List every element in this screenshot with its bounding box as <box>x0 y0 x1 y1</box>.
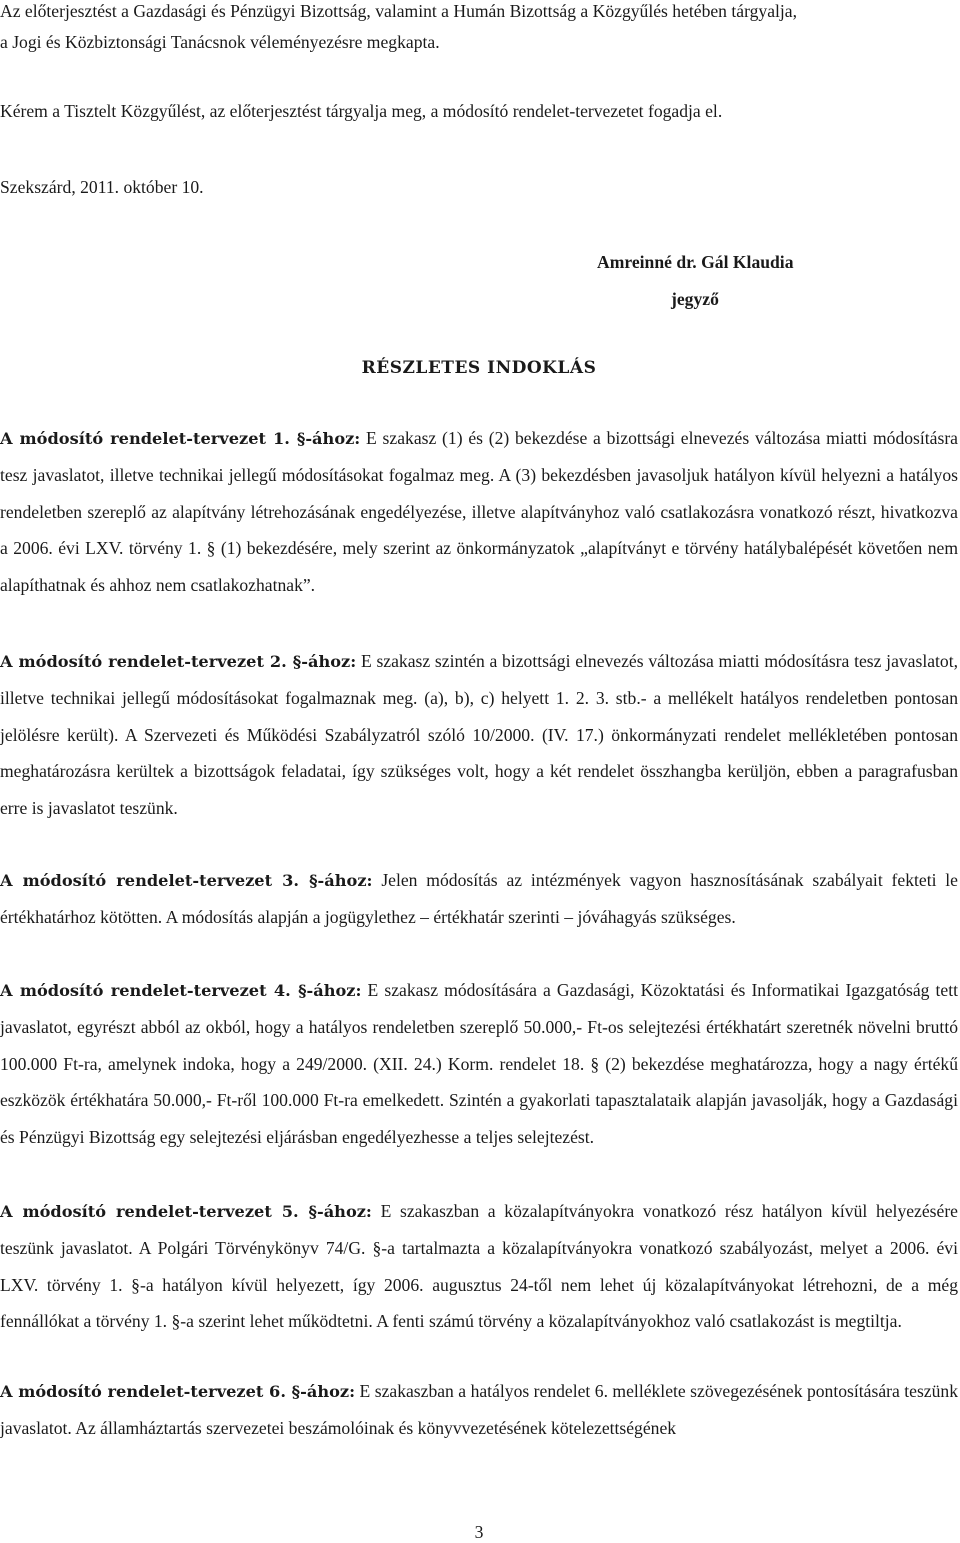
section-5 <box>0 1193 958 1340</box>
intro-paragraph <box>0 0 958 57</box>
section-2 <box>0 643 958 826</box>
section-3 <box>0 862 958 936</box>
signature-title: jegyző <box>671 289 719 309</box>
section-6-label: A módosító rendelet-tervezet 6. §-ához: <box>0 1382 356 1401</box>
section-3-text: Jelen módosítás az intézmények vagyon hasznosításának szabályait fekteti le értékhatárhoz kötötten. A módosítás alapján a jogügylethez – értékhatár szerinti – jóváhagyás szükséges. <box>0 870 958 928</box>
section-4-text: E szakasz módosítására a Gazdasági, Közoktatási és Informatikai Igazgatóság tett javaslatot, egyrészt abból az okból, hogy a hatályos rendeletben szereplő 50.000,- Ft-os selejtezési értékhatárt szeretnék növelni bruttó 100.000 Ft-ra, amelynek indoka, hogy a 249/2000. (XII. 24.) Korm. rendelet 18. § (2) bekezdése meghatározza, hogy a nagy értékű eszközök értékhatára 50.000,- Ft-ről 100.000 Ft-ra emelkedett. Szintén a gyakorlati tapasztalataik alapján javasolják, hogy a Gazdasági és Pénzügyi Bizottság egy selejtezési eljárásban engedélyezhesse a teljes selejtezést. <box>0 980 958 1147</box>
section-3-label: A módosító rendelet-tervezet 3. §-ához: <box>0 871 373 890</box>
section-4 <box>0 972 958 1155</box>
intro-line-2: a Jogi és Közbiztonsági Tanácsnok véleményezésre megkapta. <box>0 31 440 52</box>
section-2-label: A módosító rendelet-tervezet 2. §-ához: <box>0 652 357 671</box>
section-5-text: E szakaszban a közalapítványokra vonatkozó rész hatályon kívül helyezésére teszünk javaslatot. A Polgári Törvénykönyv 74/G. §-a tartalmazta a közalapítványokra vonatkozó szabályozást, melyet a 2006. évi LXV. törvény 1. §-a hatályon kívül helyezett, így 2006. augusztus 24-től nem lehet új közalapítványokat létrehozni, de a még fennállókat a törvény 1. §-a szerint lehet működtetni. A fenti számú törvény a közalapítványokhoz való csatlakozást is megtiltja. <box>0 1201 958 1332</box>
section-5-label: A módosító rendelet-tervezet 5. §-ához: <box>0 1202 372 1221</box>
section-2-text: E szakasz szintén a bizottsági elnevezés változása miatti módosításra tesz javaslatot, illetve technikai jellegű módosításokat fogalmaznak meg. (a), b), c) helyett 1. 2. 3. stb.- a mellékelt hatályos rendeletben pontosan jelölésre került). A Szervezeti és Működési Szabályzatról szóló 10/2000. (IV. 17.) önkormányzati rendelet mellékletében pontosan meghatározásra kerültek a bizottságok feladatai, így szükséges volt, hogy a két rendelet összhangba kerüljön, ebben a paragrafusban erre is javaslatot teszünk. <box>0 651 958 818</box>
section-1-label: A módosító rendelet-tervezet 1. §-ához: <box>0 429 361 448</box>
request-paragraph: Kérem a Tisztelt Közgyűlést, az előterjesztést tárgyalja meg, a módosító rendelet-tervezetet fogadja el. <box>0 101 723 121</box>
page-number: 3 <box>474 1522 484 1542</box>
place-date: Szekszárd, 2011. október 10. <box>0 177 204 197</box>
section-1-text: E szakasz (1) és (2) bekezdése a bizottsági elnevezés változása miatti módosításra tesz javaslatot, illetve technikai jellegű módosításokat fogalmaz meg. A (3) bekezdésben javasoljuk hatályon kívül helyezni a hatályos rendeletben szereplő az alapítvány létrehozásának engedélyezése, illetve alapítványhoz való csatlakozásra vonatkozó részt, hivatkozva a 2006. évi LXV. törvény 1. § (1) bekezdésére, mely szerint az önkormányzatok „alapítványt e törvény hatálybalépését követően nem alapíthatnak és ahhoz nem csatlakozhatnak”. <box>0 428 958 595</box>
section-4-label: A módosító rendelet-tervezet 4. §-ához: <box>0 981 362 1000</box>
signature-name: Amreinné dr. Gál Klaudia <box>597 252 794 272</box>
intro-line-1: Az előterjesztést a Gazdasági és Pénzügyi Bizottság, valamint a Humán Bizottság a Közgyűlés hetében tárgyalja, <box>0 1 798 21</box>
section-6 <box>0 1373 958 1447</box>
section-heading: RÉSZLETES INDOKLÁS <box>361 358 597 378</box>
section-6-text: E szakaszban a hatályos rendelet 6. melléklete szövegezésének pontosítására teszünk javaslatot. Az államháztartás szervezetei beszámolóinak és könyvvezetésének kötelezettségének <box>0 1381 958 1439</box>
section-1 <box>0 420 958 603</box>
